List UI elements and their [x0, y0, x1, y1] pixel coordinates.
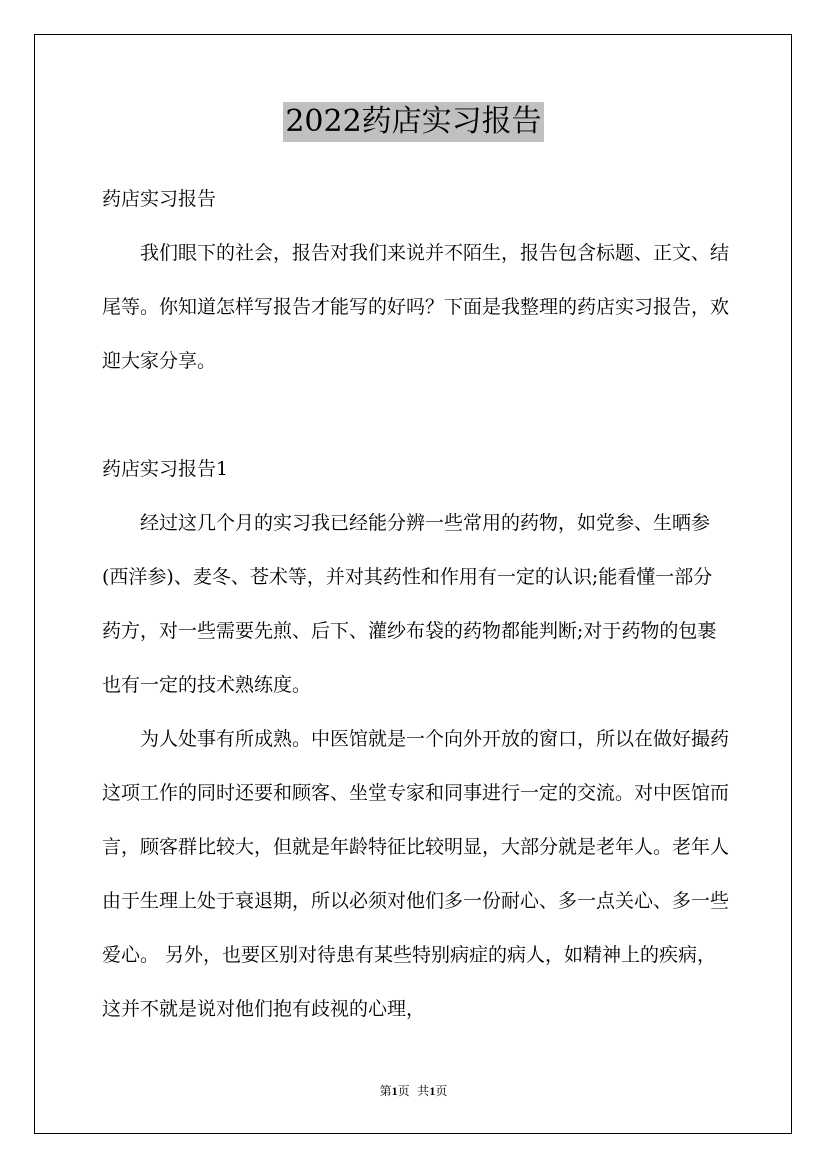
footer-total-pages: 1: [429, 1084, 436, 1098]
document-subtitle: 药店实习报告: [102, 188, 217, 210]
intro-paragraph: 我们眼下的社会，报告对我们来说并不陌生，报告包含标题、正文、结尾等。你知道怎样写报告才能写的好吗？下面是我整理的药店实习报告，欢迎大家分享。: [102, 242, 730, 372]
document-body: [102, 172, 730, 1036]
footer-current-page: 1: [391, 1084, 398, 1098]
section-heading: 药店实习报告1: [102, 458, 229, 480]
page-footer: [0, 1083, 827, 1099]
paragraph-spacer: [102, 388, 730, 442]
body-paragraph-2: 为人处事有所成熟。中医馆就是一个向外开放的窗口，所以在做好撮药这项工作的同时还要和顾客、坐堂专家和同事进行一定的交流。对中医馆而言，顾客群比较大，但就是年龄特征比较明显，大部分就是老年人。老年人由于生理上处于衰退期，所以必须对他们多一份耐心、多一点关心、多一些爱心。 另外，也要区别对待患有某些特别病症的病人，如精神上的疾病，这并不就是说对他们抱有歧视的心理，: [102, 728, 730, 1020]
document-title: 2022药店实习报告: [283, 102, 543, 142]
footer-prefix: 第: [379, 1084, 392, 1098]
footer-mid: 页 共: [397, 1084, 430, 1098]
footer-suffix: 页: [435, 1084, 448, 1098]
body-paragraph-1: 经过这几个月的实习我已经能分辨一些常用的药物，如党参、生晒参(西洋参)、麦冬、苍术等，并对其药性和作用有一定的认识;能看懂一部分药方，对一些需要先煎、后下、灌纱布袋的药物都能判断;对于药物的包裹也有一定的技术熟练度。: [102, 512, 717, 696]
title-container: [0, 102, 827, 142]
